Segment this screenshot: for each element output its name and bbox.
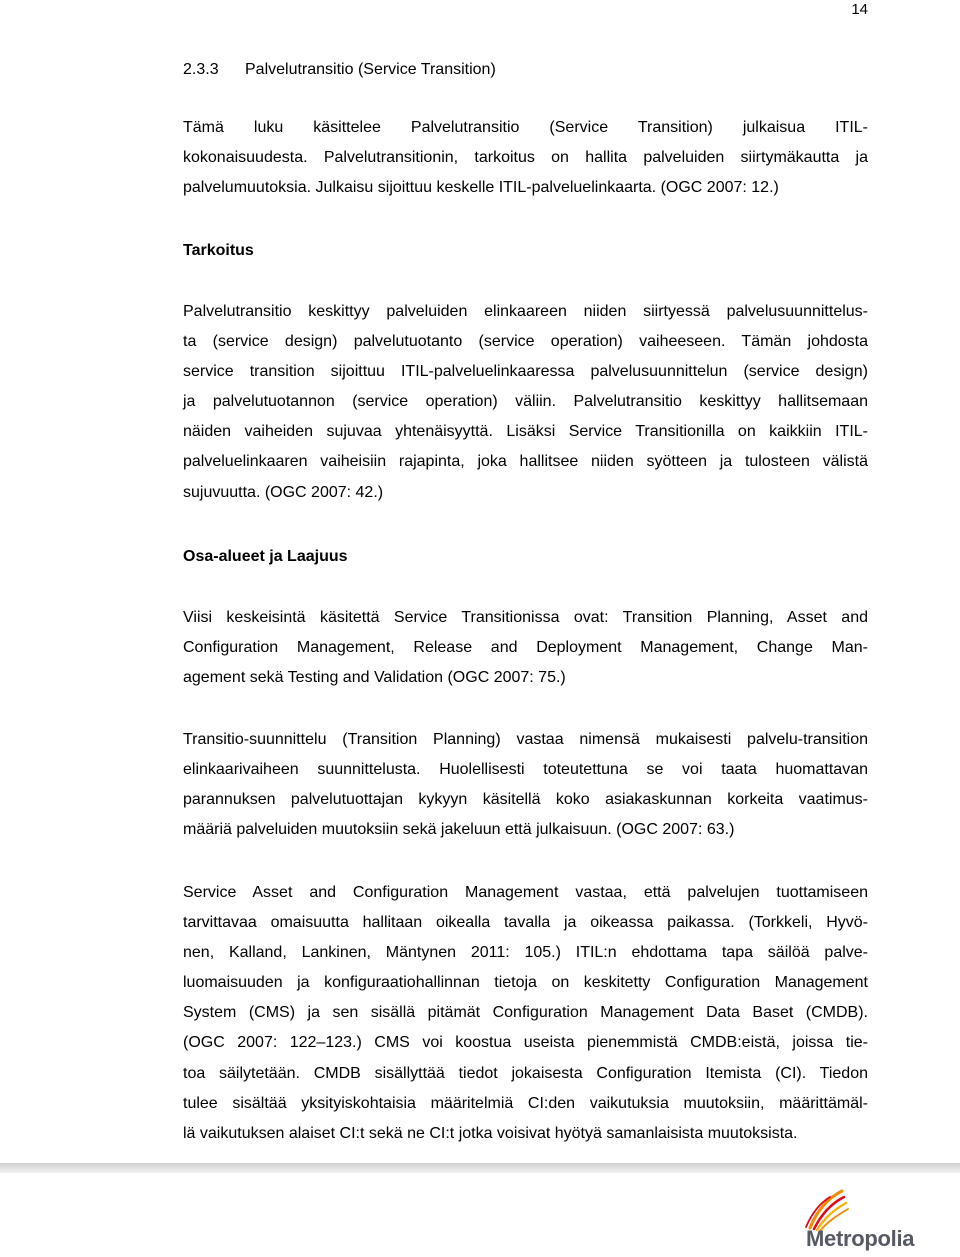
footer-rule [0, 1163, 960, 1173]
page-number: 14 [851, 1, 868, 18]
text-line: agement sekä Testing and Validation (OGC 2007: 75.) [183, 669, 566, 687]
text-line: toa säilytetään. CMDB sisällyttää tiedot jokaisesta Configuration Itemista (CI). Tiedon [183, 1064, 868, 1082]
text-line: System (CMS) ja sen sisällä pitämät Configuration Management Data Baset (CMDB). [183, 1004, 868, 1022]
text-line: Configuration Management, Release and Deployment Management, Change Man- [183, 639, 868, 657]
text-line: tarvittavaa omaisuutta hallitaan oikealla tavalla ja oikeassa paikassa. (Torkkeli, Hyvö- [183, 914, 868, 932]
section-title: Palvelutransitio (Service Transition) [245, 61, 496, 78]
text-line: parannuksen palvelutuottajan kykyyn käsitellä koko asiakaskunnan korkeita vaatimus- [183, 791, 868, 809]
text-line: määriä palveluiden muutoksiin sekä jakeluun että julkaisuun. (OGC 2007: 63.) [183, 821, 735, 839]
text-line: Palvelutransitio keskittyy palveluiden elinkaareen niiden siirtyessä palvelusuunnittelus- [183, 303, 868, 320]
text-line: Transitio-suunnittelu (Transition Planning) vastaa nimensä mukaisesti palvelu-transition [183, 731, 868, 748]
text-line: ja palvelutuotannon (service operation) väliin. Palvelutransitio keskittyy hallitsemaan [183, 393, 868, 411]
heading-tarkoitus: Tarkoitus [183, 242, 254, 259]
osa-alueet-paragraph-2 [183, 725, 868, 845]
text-line: elinkaarivaiheen suunnittelusta. Huolellisesti toteutettuna se voi taata huomattavan [183, 761, 868, 779]
text-line: Tämä luku käsittelee Palvelutransitio (Service Transition) julkaisua ITIL- [183, 119, 868, 136]
text-line: sujuvuutta. (OGC 2007: 42.) [183, 483, 384, 501]
text-line: (OGC 2007: 122–123.) CMS voi koostua useista pienemmistä CMDB:eistä, joissa tie- [183, 1034, 868, 1052]
text-line: tulee sisältää yksityiskohtaisia määritelmiä CI:den vaikutuksia muutoksiin, määrittämäl- [183, 1094, 868, 1112]
text-line: Viisi keskeisintä käsitettä Service Transitionissa ovat: Transition Planning, Asset and [183, 609, 868, 626]
osa-alueet-paragraph-1 [183, 603, 868, 693]
section-heading [183, 58, 496, 82]
osa-alueet-paragraph-3 [183, 878, 868, 1149]
text-line: nen, Kalland, Lankinen, Mäntynen 2011: 105.) ITIL:n ehdottama tapa säilöä palve- [183, 944, 868, 962]
text-line: palveluelinkaaren vaiheisiin rajapinta, joka hallitsee niiden syötteen ja tulosteen välistä [183, 453, 868, 471]
intro-paragraph [183, 113, 868, 203]
text-line: näiden vaiheiden sujuvaa yhtenäisyyttä. Lisäksi Service Transitionilla on kaikkiin ITIL- [183, 423, 868, 441]
text-line: luomaisuuden ja konfiguraatiohallinnan tietoja on keskitetty Configuration Management [183, 974, 868, 992]
text-line: palvelumuutoksia. Julkaisu sijoittuu keskelle ITIL-palveluelinkaarta. (OGC 2007: 12.) [183, 179, 779, 197]
text-line: lä vaikutuksen alaiset CI:t sekä ne CI:t jotka voisivat hyötyä samanlaisista muutoksista. [183, 1124, 798, 1142]
text-line: Service Asset and Configuration Management vastaa, että palvelujen tuottamiseen [183, 884, 868, 901]
section-number: 2.3.3 [183, 61, 219, 78]
tarkoitus-paragraph [183, 297, 868, 508]
heading-osa-alueet: Osa-alueet ja Laajuus [183, 548, 348, 565]
text-line: service transition sijoittuu ITIL-palveluelinkaaressa palvelusuunnittelun (service design) [183, 363, 868, 381]
metropolia-logo-text: Metropolia [806, 1226, 915, 1251]
text-line: ta (service design) palvelutuotanto (service operation) vaiheeseen. Tämän johdosta [183, 333, 868, 351]
text-line: kokonaisuudesta. Palvelutransitionin, tarkoitus on hallita palveluiden siirtymäkautta ja [183, 149, 868, 167]
